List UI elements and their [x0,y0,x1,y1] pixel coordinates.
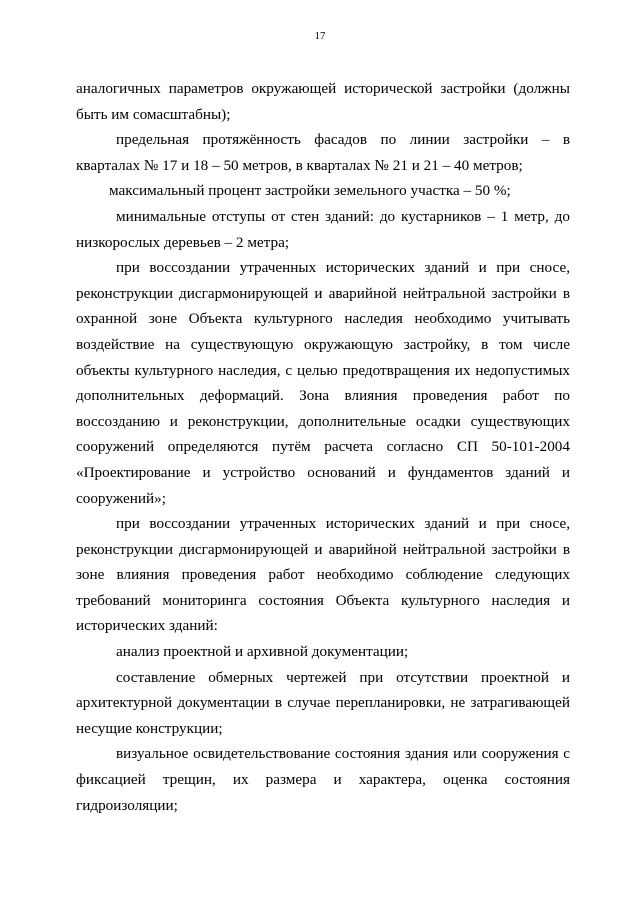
paragraph-building-percent: максимальный процент застройки земельного участка – 50 %; [109,182,511,200]
paragraph-monitoring-requirements: при воссоздании утраченных исторических зданий и при сносе, реконструкции дисгармонирующей и аварийной нейтральной застройки в зоне влияния проведения работ необходимо соблюдение следующих требований мониторинга состояния Объекта культурного наследия и исторических зданий: [76,515,570,635]
paragraph-setbacks: минимальные отступы от стен зданий: до кустарников – 1 метр, до низкорослых деревьев – 2 метра; [76,207,570,251]
paragraph-documentation-analysis: анализ проектной и архивной документации; [116,643,409,661]
paragraph-measurement-drawings: составление обмерных чертежей при отсутствии проектной и архитектурной документации в случае перепланировки, не затрагивающей несущие конструкции; [76,668,570,737]
paragraph-facade-length: предельная протяжённость фасадов по линии застройки – в кварталах № 17 и 18 – 50 метров, в кварталах № 21 и 21 – 40 метров; [76,131,570,174]
paragraph-visual-inspection: визуальное освидетельствование состояния здания или сооружения с фиксацией трещин, их размера и характера, оценка состояния гидроизоляции; [76,745,570,814]
body-text [76,76,570,818]
page-number: 17 [314,30,326,42]
paragraph-reconstruction-impact: при воссоздании утраченных исторических зданий и при сносе, реконструкции дисгармонирующей и аварийной нейтральной застройки в охранной зоне Объекта культурного наследия необходимо учитывать воздействие на существующую окружающую застройку, в том числе объекты культурного наследия, с целью предотвращения их недопустимых дополнительных деформаций. Зона влияния проведения работ по воссозданию и реконструкции, дополнительные осадки существующих сооружений определяются путём расчета согласно СП 50-101-2004 «Проектирование и устройство оснований и фундаментов зданий и сооружений»; [76,259,570,507]
paragraph-continuation: аналогичных параметров окружающей исторической застройки (должны быть им сомасштабны); [76,80,570,123]
